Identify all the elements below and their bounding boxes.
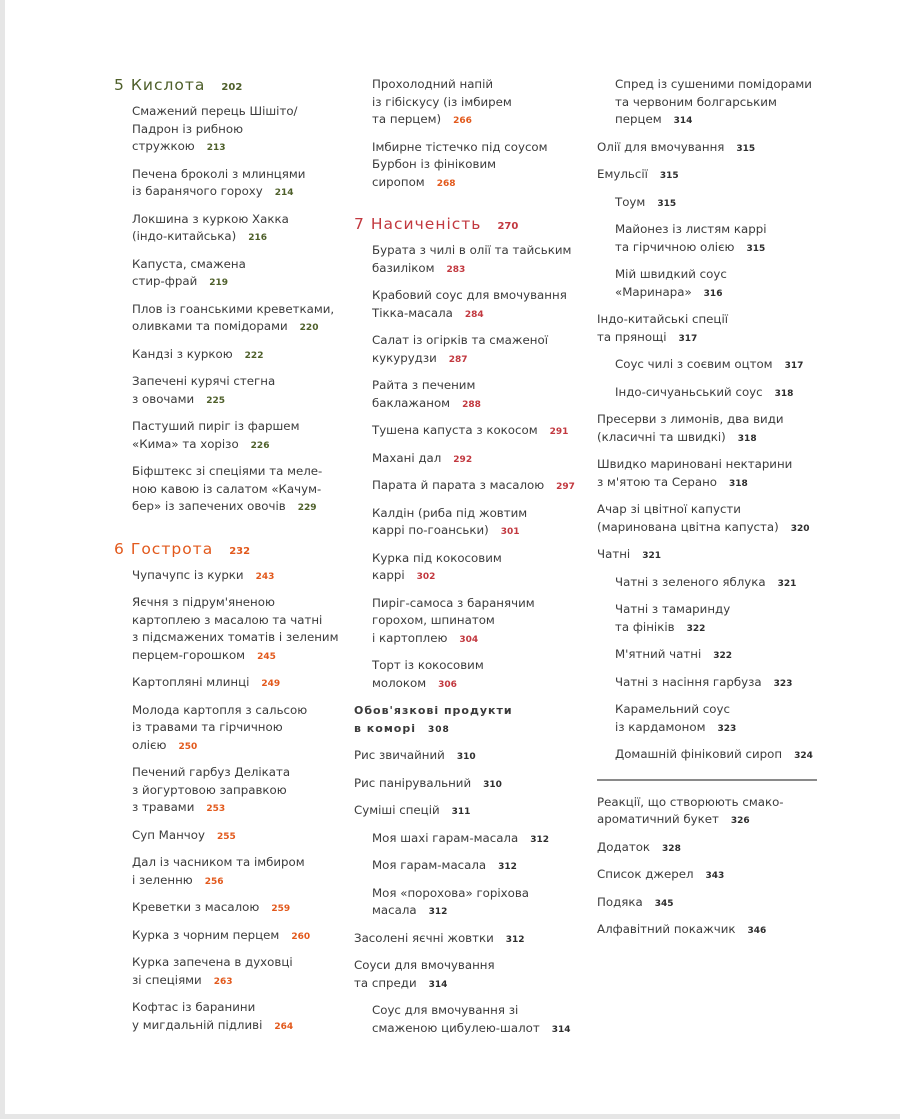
toc-entry[interactable] xyxy=(354,1002,590,1039)
toc-entry[interactable] xyxy=(597,674,822,694)
section-heading[interactable] xyxy=(354,702,590,739)
toc-entry-title: Тушена капуста з кокосом xyxy=(372,423,538,437)
toc-entry-title: Тоум xyxy=(615,194,646,209)
toc-entry-title: Салат із огірків та смаженої кукурудзи xyxy=(372,333,549,365)
toc-entry-page-number: 314 xyxy=(673,116,693,126)
toc-entry-title: Ачар зі цвітної капусти (маринована цвітна капуста) xyxy=(597,502,779,534)
toc-column-1 xyxy=(114,76,346,1044)
toc-entry-title: Картопляні млинці xyxy=(132,675,250,689)
toc-entry[interactable] xyxy=(597,221,822,258)
toc-entry-title: Індо-китайські спеції та прянощі xyxy=(597,312,729,344)
toc-entry[interactable] xyxy=(354,287,590,324)
toc-entry-page-number: 315 xyxy=(746,243,766,254)
toc-entry-title: Махані дал xyxy=(372,450,442,465)
toc-entry[interactable] xyxy=(354,422,590,442)
toc-entry-page-number: 345 xyxy=(654,898,674,909)
toc-entry-title: Чупачупс із курки xyxy=(132,567,244,582)
toc-entry[interactable] xyxy=(354,377,590,414)
toc-entry[interactable] xyxy=(597,139,822,159)
chapter-heading[interactable] xyxy=(114,76,346,94)
chapter-heading[interactable] xyxy=(354,215,590,233)
toc-entry-page-number: 346 xyxy=(747,926,767,936)
toc-entry[interactable] xyxy=(354,957,590,994)
toc-entry[interactable] xyxy=(114,764,346,819)
toc-entry-page-number: 306 xyxy=(438,679,457,690)
toc-entry-page-number: 322 xyxy=(686,623,706,634)
toc-entry[interactable] xyxy=(354,775,590,795)
toc-entry-title: Соус для вмочування зі смаженою цибулею-шалот xyxy=(372,1003,540,1035)
toc-entry[interactable] xyxy=(114,346,346,366)
toc-entry[interactable] xyxy=(114,702,346,757)
toc-entry[interactable] xyxy=(597,839,822,859)
toc-entry-page-number: 304 xyxy=(459,634,479,645)
toc-entry[interactable] xyxy=(114,854,346,891)
toc-entry-page-number: 310 xyxy=(483,779,502,790)
section-page-number: 308 xyxy=(428,725,450,735)
toc-entry-page-number: 324 xyxy=(794,751,813,761)
toc-entry-title: Курка запечена в духовці зі спеціями xyxy=(132,955,293,987)
toc-entry-title: Мій швидкий соус «Маринара» xyxy=(615,267,727,299)
toc-entry-title: Курка під кокосовим каррі xyxy=(372,550,502,582)
toc-entry-title: Райта з печеним баклажаном xyxy=(372,378,476,410)
toc-entry-page-number: 317 xyxy=(678,333,698,344)
toc-entry-page-number: 259 xyxy=(271,904,291,914)
toc-entry[interactable] xyxy=(597,456,822,493)
toc-entry-title: Креветки з масалою xyxy=(132,900,260,914)
toc-entry-title: Пресерви з лимонів, два види (класичні та швидкі) xyxy=(597,412,784,444)
toc-entry[interactable] xyxy=(114,103,346,158)
toc-entry[interactable] xyxy=(114,256,346,293)
toc-entry[interactable] xyxy=(114,999,346,1036)
toc-entry-title: Молода картопля з сальсою із травами та гірчичною олією xyxy=(132,702,308,752)
toc-entry-page-number: 312 xyxy=(505,934,525,945)
toc-entry-page-number: 317 xyxy=(784,361,804,371)
chapter-page-number: 270 xyxy=(497,221,519,232)
toc-entry[interactable] xyxy=(597,866,822,886)
toc-entry[interactable] xyxy=(114,827,346,847)
toc-entry-title: Курка з чорним перцем xyxy=(132,927,280,942)
toc-entry-page-number: 318 xyxy=(737,433,757,444)
toc-entry-title: Спред із сушеними помідорами та червоним болгарським перцем xyxy=(615,77,812,126)
toc-entry-title: М'ятний чатні xyxy=(615,647,702,661)
toc-entry-title: Список джерел xyxy=(597,867,694,881)
toc-entry-title: Чатні з тамаринду та фініків xyxy=(615,602,731,634)
toc-entry-title: Капуста, смажена стир-фрай xyxy=(132,256,246,288)
toc-entry-title: Індо-сичуаньський соус xyxy=(615,384,763,399)
toc-entry[interactable] xyxy=(114,927,346,947)
toc-entry-page-number: 268 xyxy=(436,178,456,189)
toc-entry[interactable] xyxy=(354,885,590,922)
chapter-page-number: 232 xyxy=(229,545,251,557)
toc-entry[interactable] xyxy=(597,646,822,666)
toc-entry-title: Біфштекс зі спеціями та меле- ною кавою із салатом «Качум- бер» із запечених овочів xyxy=(132,464,323,513)
toc-entry-title: Швидко мариновані нектарини з м'ятою та Серано xyxy=(597,457,793,489)
toc-entry-page-number: 264 xyxy=(274,1021,294,1032)
toc-entry-title: Алфавітний покажчик xyxy=(597,922,736,936)
chapter-number: 7 xyxy=(354,215,365,233)
toc-entry-page-number: 321 xyxy=(642,551,661,561)
toc-entry-title: Моя «порохова» горіхова масала xyxy=(372,885,530,917)
toc-entry-title: Кандзі з куркою xyxy=(132,346,233,361)
toc-entry-title: Суп Манчоу xyxy=(132,827,205,842)
toc-entry-title: Соус чилі з соєвим оцтом xyxy=(615,357,773,371)
toc-column-2 xyxy=(354,76,590,1047)
toc-entry-page-number: 245 xyxy=(257,651,276,662)
toc-entry-page-number: 225 xyxy=(206,395,225,406)
toc-entry-page-number: 287 xyxy=(448,354,468,365)
chapter-heading[interactable] xyxy=(114,540,346,558)
toc-entry-title: Домашній фініковий сироп xyxy=(615,747,783,761)
toc-entry-page-number: 315 xyxy=(659,171,679,181)
toc-entry-page-number: 229 xyxy=(297,503,317,513)
toc-entry-page-number: 314 xyxy=(428,979,448,990)
toc-entry-title: Майонез із листям каррі та гірчичною олією xyxy=(615,222,767,254)
toc-entry-page-number: 302 xyxy=(416,572,436,582)
toc-entry[interactable] xyxy=(114,899,346,919)
toc-entry-page-number: 255 xyxy=(216,831,236,842)
toc-entry-title: Яєчня з підрум'яненою картоплею з масалою та чатні з підсмажених томатів і зеленим перцем-горошком xyxy=(132,595,339,662)
toc-entry[interactable] xyxy=(114,954,346,991)
toc-entry[interactable] xyxy=(354,332,590,369)
toc-entry-title: Пастуший пиріг із фаршем «Кима» та хорізо xyxy=(132,419,300,451)
toc-entry-page-number: 323 xyxy=(717,723,737,734)
toc-entry-page-number: 250 xyxy=(178,741,198,752)
toc-entry-page-number: 322 xyxy=(713,651,733,661)
toc-entry-title: Прохолодний напій із гібіскусу (із імбирем та перцем) xyxy=(372,77,512,126)
toc-entry-title: Олії для вмочування xyxy=(597,139,725,154)
toc-entry[interactable] xyxy=(597,701,822,738)
chapter-title: Кислота xyxy=(130,76,206,94)
toc-entry[interactable] xyxy=(597,894,822,914)
toc-entry-title: Додаток xyxy=(597,839,651,854)
toc-entry-title: Бурата з чилі в олії та тайським базиліком xyxy=(372,243,572,275)
toc-entry-title: Реакції, що створюють смако- ароматичний букет xyxy=(597,794,784,826)
toc-entry-page-number: 249 xyxy=(261,679,281,689)
toc-entry[interactable] xyxy=(597,194,822,214)
chapter-title: Гострота xyxy=(130,539,214,558)
toc-entry[interactable] xyxy=(597,794,822,831)
toc-entry-page-number: 253 xyxy=(206,804,226,814)
toc-entry-title: Суміші спецій xyxy=(354,803,440,817)
toc-entry-title: Чатні з зеленого яблука xyxy=(615,574,766,589)
toc-entry[interactable] xyxy=(354,802,590,822)
toc-entry-title: Локшина з куркою Хакка (індо-китайська) xyxy=(132,211,289,243)
toc-entry[interactable] xyxy=(114,301,346,338)
toc-entry-title: Рис звичайний xyxy=(354,748,445,762)
page-edge-bottom xyxy=(0,1114,900,1119)
toc-entry-title: Кофтас із баранини у мигдальній підливі xyxy=(132,1000,263,1032)
toc-entry-page-number: 256 xyxy=(204,876,224,887)
toc-entry-title: Дал із часником та імбиром і зеленню xyxy=(132,855,305,887)
toc-entry-page-number: 320 xyxy=(790,523,810,534)
toc-entry[interactable] xyxy=(597,574,822,594)
toc-entry-page-number: 220 xyxy=(299,323,319,333)
toc-entry-title: Пиріг-самоса з баранячим горохом, шпинатом і картоплею xyxy=(372,595,535,645)
toc-entry-page-number: 266 xyxy=(453,116,472,126)
toc-entry-page-number: 226 xyxy=(250,440,270,451)
toc-entry-title: Чатні з насіння гарбуза xyxy=(615,674,762,689)
toc-entry-title: Крабовий соус для вмочування Тікка-масала xyxy=(372,288,567,320)
toc-entry-page-number: 315 xyxy=(736,143,756,154)
section-title: Обов'язкові продукти в коморі xyxy=(354,704,513,735)
toc-entry[interactable] xyxy=(354,595,590,650)
page-edge-left xyxy=(0,0,5,1119)
toc-entry-title: Калдін (риба під жовтим каррі по-гоанськи) xyxy=(372,505,528,537)
toc-entry-page-number: 312 xyxy=(530,834,549,845)
section-divider xyxy=(597,779,817,781)
toc-entry-title: Смажений перець Шішіто/ Падрон із рибною стружкою xyxy=(132,104,298,153)
toc-entry[interactable] xyxy=(597,311,822,348)
toc-entry[interactable] xyxy=(114,674,346,694)
toc-entry[interactable] xyxy=(354,505,590,542)
toc-entry[interactable] xyxy=(354,550,590,587)
toc-entry[interactable] xyxy=(597,266,822,303)
toc-entry[interactable] xyxy=(597,76,822,131)
toc-entry-page-number: 312 xyxy=(428,907,448,917)
toc-entry-title: Засолені яєчні жовтки xyxy=(354,930,494,945)
toc-entry[interactable] xyxy=(354,139,590,194)
toc-entry[interactable] xyxy=(597,546,822,566)
toc-entry-title: Рис панірувальний xyxy=(354,775,472,790)
toc-entry-title: Подяка xyxy=(597,894,643,909)
toc-entry-page-number: 263 xyxy=(213,976,233,987)
toc-entry[interactable] xyxy=(354,857,590,877)
toc-entry[interactable] xyxy=(597,746,822,766)
toc-entry-page-number: 283 xyxy=(446,264,466,275)
toc-entry[interactable] xyxy=(354,450,590,470)
chapter-spacer xyxy=(114,526,346,540)
toc-entry-title: Запечені курячі стегна з овочами xyxy=(132,374,276,406)
toc-entry-page-number: 321 xyxy=(777,578,797,589)
chapter-number: 5 xyxy=(114,76,125,94)
toc-entry-page-number: 312 xyxy=(498,862,517,872)
toc-entry[interactable] xyxy=(114,211,346,248)
toc-entry[interactable] xyxy=(114,594,346,666)
toc-entry[interactable] xyxy=(597,601,822,638)
toc-entry-page-number: 243 xyxy=(255,571,275,582)
toc-entry[interactable] xyxy=(597,384,822,404)
toc-entry-page-number: 219 xyxy=(209,278,229,288)
toc-entry-page-number: 291 xyxy=(549,427,569,437)
toc-entry-page-number: 213 xyxy=(206,143,226,153)
toc-entry-title: Соуси для вмочування та спреди xyxy=(354,958,495,990)
toc-entry-page-number: 316 xyxy=(703,288,723,299)
chapter-page-number: 202 xyxy=(221,82,243,93)
toc-entry-page-number: 260 xyxy=(291,931,311,942)
toc-entry[interactable] xyxy=(354,747,590,767)
toc-entry-title: Печена броколі з млинцями із баранячого гороху xyxy=(132,166,306,198)
toc-entry-page-number: 343 xyxy=(705,871,725,881)
toc-column-3 xyxy=(597,76,822,949)
toc-entry[interactable] xyxy=(354,242,590,279)
toc-entry-page-number: 310 xyxy=(456,752,476,762)
toc-entry-title: Чатні xyxy=(597,547,631,561)
toc-entry-page-number: 326 xyxy=(730,816,750,826)
toc-entry[interactable] xyxy=(354,477,590,497)
toc-entry-page-number: 315 xyxy=(657,198,677,209)
toc-entry-page-number: 318 xyxy=(774,388,794,399)
toc-entry-page-number: 328 xyxy=(662,843,681,854)
toc-entry[interactable] xyxy=(114,166,346,203)
toc-entry-title: Імбирне тістечко під соусом Бурбон із фініковим сиропом xyxy=(372,139,548,189)
chapter-title: Насиченість xyxy=(370,215,482,233)
toc-entry[interactable] xyxy=(354,930,590,950)
chapter-number: 6 xyxy=(114,539,125,558)
chapter-spacer xyxy=(354,201,590,215)
toc-entry-page-number: 323 xyxy=(773,678,793,689)
toc-entry[interactable] xyxy=(597,411,822,448)
toc-entry-page-number: 297 xyxy=(556,482,575,492)
toc-entry-title: Плов із гоанськими креветками, оливками та помідорами xyxy=(132,301,335,333)
toc-entry[interactable] xyxy=(597,921,822,941)
toc-entry-page-number: 318 xyxy=(729,478,748,489)
toc-entry[interactable] xyxy=(354,830,590,850)
toc-entry[interactable] xyxy=(597,166,822,186)
toc-entry-page-number: 314 xyxy=(551,1024,571,1035)
toc-entry[interactable] xyxy=(597,501,822,538)
toc-entry-title: Парата й парата з масалою xyxy=(372,478,545,492)
toc-entry[interactable] xyxy=(597,356,822,376)
toc-entry-page-number: 311 xyxy=(451,807,471,817)
toc-entry-page-number: 284 xyxy=(464,309,484,320)
toc-entry[interactable] xyxy=(114,567,346,587)
toc-entry-title: Карамельний соус із кардамоном xyxy=(615,702,730,734)
toc-entry-page-number: 292 xyxy=(453,454,473,465)
toc-entry-page-number: 222 xyxy=(244,350,264,361)
toc-entry-page-number: 301 xyxy=(500,527,520,537)
toc-entry-page-number: 216 xyxy=(248,233,267,243)
toc-entry[interactable] xyxy=(114,463,346,518)
toc-entry-page-number: 214 xyxy=(274,188,294,198)
toc-entry-title: Печений гарбуз Деліката з йогуртовою заправкою з травами xyxy=(132,765,291,814)
toc-entry-page-number: 288 xyxy=(462,399,481,410)
toc-entry[interactable] xyxy=(354,657,590,694)
toc-entry[interactable] xyxy=(114,418,346,455)
toc-entry-title: Моя гарам-масала xyxy=(372,858,487,872)
toc-entry[interactable] xyxy=(354,76,590,131)
toc-entry-title: Емульсії xyxy=(597,167,648,181)
toc-entry-title: Торт із кокосовим молоком xyxy=(372,658,484,690)
toc-entry[interactable] xyxy=(114,373,346,410)
toc-entry-title: Моя шахі гарам-масала xyxy=(372,830,519,845)
